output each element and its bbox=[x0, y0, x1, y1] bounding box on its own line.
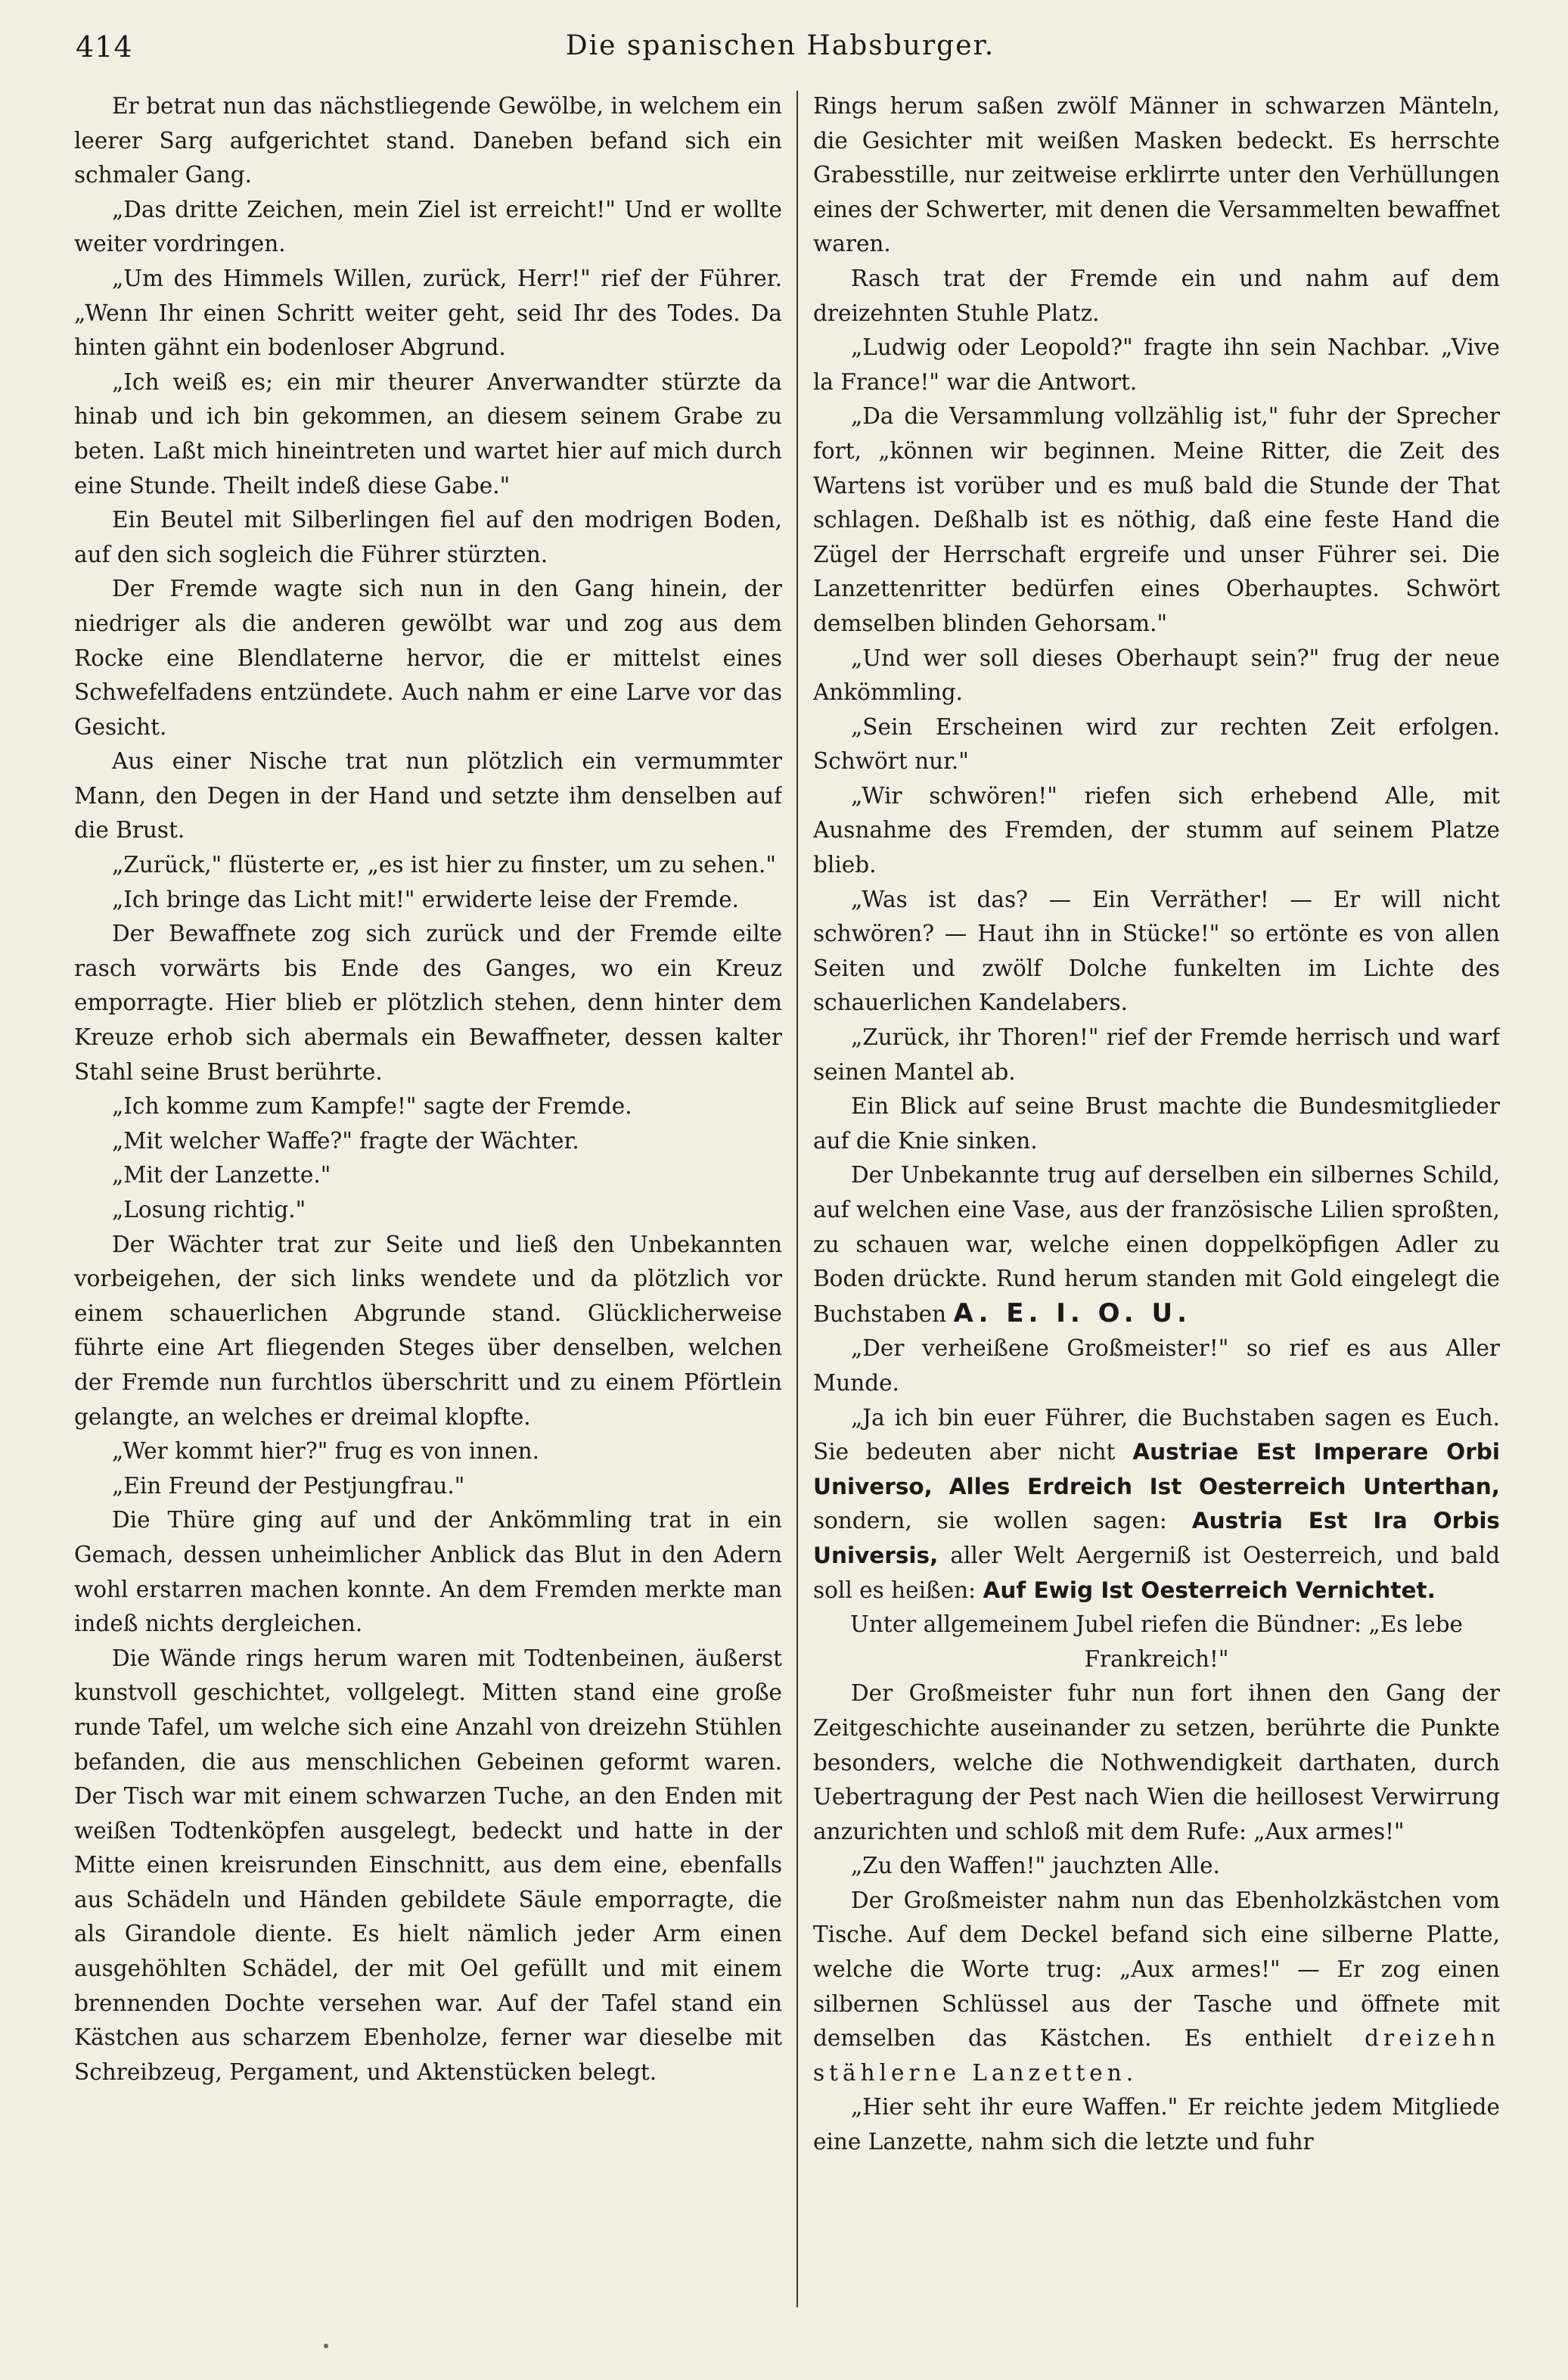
paragraph: „Hier seht ihr eure Waffen." Er reichte jedem Mitgliede eine Lanzette, nahm sich die letzte und fuhr bbox=[813, 2094, 1500, 2155]
paragraph: Der Wächter trat zur Seite und ließ den Unbekannten vorbeigehen, der sich links wendete und da plötzlich vor einem schauerlichen Abgrunde stand. Glücklicherweise führte eine Art fliegenden Steges über denselben, welchen der Fremde nun furchtlos überschritt und zu einem Pförtlein gelangte, an welches er dreimal klopfte. bbox=[74, 1231, 782, 1430]
motto-latin-1: Austriae Est Imperare Orbi Universo, bbox=[813, 1439, 1500, 1499]
paragraph: „Um des Himmels Willen, zurück, Herr!" rief der Führer. „Wenn Ihr einen Schritt weiter geht, seid Ihr des Todes. Da hinten gähnt ein bodenloser Abgrund. bbox=[74, 265, 782, 361]
running-title: Die spanischen Habsburger. bbox=[565, 30, 995, 61]
paragraph: „Was ist das? — Ein Verräther! — Er will nicht schwören? — Haut ihn in Stücke!" so ertönte es von allen Seiten und zwölf Dolche funkelten im Lichte des schauerlichen Kandelabers. bbox=[813, 886, 1500, 1016]
paragraph: „Und wer soll dieses Oberhaupt sein?" frug der neue Ankömmling. bbox=[813, 645, 1500, 706]
paragraph: „Ludwig oder Leopold?" fragte ihn sein Nachbar. „Vive la France!" war die Antwort. bbox=[813, 334, 1500, 395]
paragraph: „Ich bringe das Licht mit!" erwiderte leise der Fremde. bbox=[112, 886, 740, 912]
paragraph: „Mit welcher Waffe?" fragte der Wächter. bbox=[112, 1127, 579, 1154]
motto-german-2: Auf Ewig Ist Oesterreich Vernichtet. bbox=[983, 1577, 1436, 1603]
paragraph: Die Thüre ging auf und der Ankömmling trat in ein Gemach, dessen unheimlicher Anblick das Blut in den Adern wohl erstarren machen konnte. An dem Fremden merkte man indeß nichts dergleichen. bbox=[74, 1507, 782, 1637]
paragraph: „Mit der Lanzette." bbox=[112, 1162, 331, 1188]
paragraph: Der Fremde wagte sich nun in den Gang hinein, der niedriger als die anderen gewölbt war und zog aus dem Rocke eine Blendlaterne hervor, die er mittelst eines Schwefelfadens entzündete. Auch nahm er eine Larve vor das Gesicht. bbox=[74, 576, 782, 740]
paragraph: „Ich komme zum Kampfe!" sagte der Fremde. bbox=[112, 1093, 632, 1120]
paragraph: Rasch trat der Fremde ein und nahm auf dem dreizehnten Stuhle Platz. bbox=[813, 265, 1500, 326]
paragraph: Der Bewaffnete zog sich zurück und der Fremde eilte rasch vorwärts bis Ende des Ganges, wo ein Kreuz emporragte. Hier blieb er plötzlich stehen, denn hinter dem Kreuze erhob sich abermals ein Bewaffneter, dessen kalter Stahl seine Brust berührte. bbox=[74, 921, 782, 1085]
paragraph: „Wir schwören!" riefen sich erhebend Alle, mit Ausnahme des Fremden, der stumm auf seinem Platze blieb. bbox=[813, 782, 1500, 878]
paragraph bbox=[813, 1158, 1500, 1331]
paragraph: „Ein Freund der Pestjungfrau." bbox=[112, 1472, 465, 1499]
paragraph: Aus einer Nische trat nun plötzlich ein vermummter Mann, den Degen in der Hand und setzte ihm denselben auf die Brust. bbox=[74, 748, 782, 844]
paragraph: „Der verheißene Großmeister!" so rief es aus Aller Munde. bbox=[813, 1335, 1500, 1396]
paragraph: „Zurück, ihr Thoren!" rief der Fremde herrisch und warf seinen Mantel ab. bbox=[813, 1024, 1500, 1085]
paragraph: Unter allgemeinem Jubel riefen die Bündner: „Es lebe Frankreich!" bbox=[849, 1611, 1463, 1672]
motto-german-1: Alles Erdreich Ist Oesterreich Unterthan, bbox=[949, 1473, 1500, 1499]
paragraph: Die Wände rings herum waren mit Todtenbeinen, äußerst kunstvoll geschichtet, vollgelegt. Mitten stand eine große runde Tafel, um welche sich eine Anzahl von dreizehn Stühlen befanden, die aus menschlichen Gebeinen geformt waren. Der Tisch war mit einem schwarzen Tuche, an den Enden mit weißen Todtenköpfen ausgelegt, bedeckt und hatte in der Mitte einen kreisrunden Einschnitt, aus dem eine, ebenfalls aus Schädeln und Händen gebildete Säule emporragte, die als Girandole diente. Es hielt nämlich jeder Arm einen ausgehöhlten Schädel, der mit Oel gefüllt und mit einem brennenden Dochte versehen war. Auf der Tafel stand ein Kästchen aus scharzem Ebenholze, ferner war dieselbe mit Schreibzeug, Pergament, und Aktenstücken belegt. bbox=[74, 1645, 782, 2085]
paragraph-text: Der Unbekannte trug auf derselben ein silbernes Schild, auf welchen eine Vase, aus der französische Lilien sproßten, zu schauen war, welche einen doppelköpfigen Adler zu Boden drückte. Rund herum standen mit Gold eingelegt die Buchstaben bbox=[813, 1162, 1500, 1327]
paragraph bbox=[813, 1401, 1500, 1608]
paragraph-text: Der Großmeister nahm nun das Ebenholzkästchen vom Tische. Auf dem Deckel befand sich eine silberne Platte, welche die Worte trug: „Aux armes!" — Er zog einen silbernen Schlüssel aus der Tasche und öffnete mit demselben das Kästchen. Es enthielt bbox=[813, 1887, 1500, 2052]
page-number: 414 bbox=[76, 30, 133, 64]
paragraph: „Ich weiß es; ein mir theurer Anverwandter stürzte da hinab und ich bin gekommen, an diesem seinem Grabe zu beten. Laßt mich hineintreten und wartet hier auf mich durch eine Stunde. Theilt indeß diese Gabe." bbox=[74, 368, 782, 499]
spaced-emphasis: dreizehn stählerne Lanzetten. bbox=[813, 2025, 1500, 2086]
page-header bbox=[76, 30, 1485, 83]
motto-latin-2: Austria Est Ira Orbis Universis, bbox=[813, 1508, 1500, 1568]
paragraph: „Sein Erscheinen wird zur rechten Zeit erfolgen. Schwört nur." bbox=[813, 713, 1500, 775]
initials-aeiou: A. E. I. O. U. bbox=[953, 1297, 1192, 1328]
paragraph: „Das dritte Zeichen, mein Ziel ist erreicht!" Und er wollte weiter vordringen. bbox=[74, 196, 782, 257]
paragraph: Rings herum saßen zwölf Männer in schwarzen Mänteln, die Gesichter mit weißen Masken bedeckt. Es herrschte Grabesstille, nur zeitweise erklirrte unter den Verhüllungen eines der Schwerter, mit denen die Versammelten bewaffnet waren. bbox=[813, 93, 1500, 257]
paragraph-text: aller Welt Aergerniß ist Oesterreich, und bald soll es heißen: bbox=[813, 1542, 1500, 1603]
right-column bbox=[813, 89, 1500, 2351]
paragraph: „Zu den Waffen!" jauchzten Alle. bbox=[851, 1853, 1220, 1879]
column-divider bbox=[796, 91, 798, 2307]
paragraph: „Wer kommt hier?" frug es von innen. bbox=[112, 1438, 539, 1465]
paragraph: Ein Beutel mit Silberlingen fiel auf den modrigen Boden, auf den sich sogleich die Führer stürzten. bbox=[74, 507, 782, 567]
paragraph bbox=[813, 1884, 1500, 2091]
paragraph: „Da die Versammlung vollzählig ist," fuhr der Sprecher fort, „können wir beginnen. Meine Ritter, die Zeit des Wartens ist vorüber und es muß bald die Stunde der That schlagen. Deßhalb ist es nöthig, daß eine feste Hand die Zügel der Herrschaft ergreife und unser Führer sei. Die Lanzettenritter bedürfen eines Oberhauptes. Schwört demselben blinden Gehorsam." bbox=[813, 403, 1500, 636]
paragraph: Ein Blick auf seine Brust machte die Bundesmitglieder auf die Knie sinken. bbox=[813, 1093, 1500, 1154]
paragraph-text: „Ja ich bin euer Führer, die Buchstaben sagen es Euch. Sie bedeuten aber nicht bbox=[813, 1404, 1500, 1465]
left-column bbox=[74, 89, 782, 2351]
ink-speck bbox=[324, 2344, 328, 2348]
paragraph: „Zurück," flüsterte er, „es ist hier zu finster, um zu sehen." bbox=[112, 852, 776, 878]
paragraph: Er betrat nun das nächstliegende Gewölbe, in welchem ein leerer Sarg aufgerichtet stand. Daneben befand sich ein schmaler Gang. bbox=[74, 93, 782, 188]
paragraph: Der Großmeister fuhr nun fort ihnen den Gang der Zeitgeschichte auseinander zu setzen, berührte die Punkte besonders, welche die Nothwendigkeit darthaten, durch Uebertragung der Pest nach Wien die heillosest Verwirrung anzurichten und schloß mit dem Rufe: „Aux armes!" bbox=[813, 1680, 1500, 1844]
paragraph-text: sondern, sie wollen sagen: bbox=[813, 1508, 1167, 1534]
paragraph: „Losung richtig." bbox=[112, 1197, 306, 1223]
